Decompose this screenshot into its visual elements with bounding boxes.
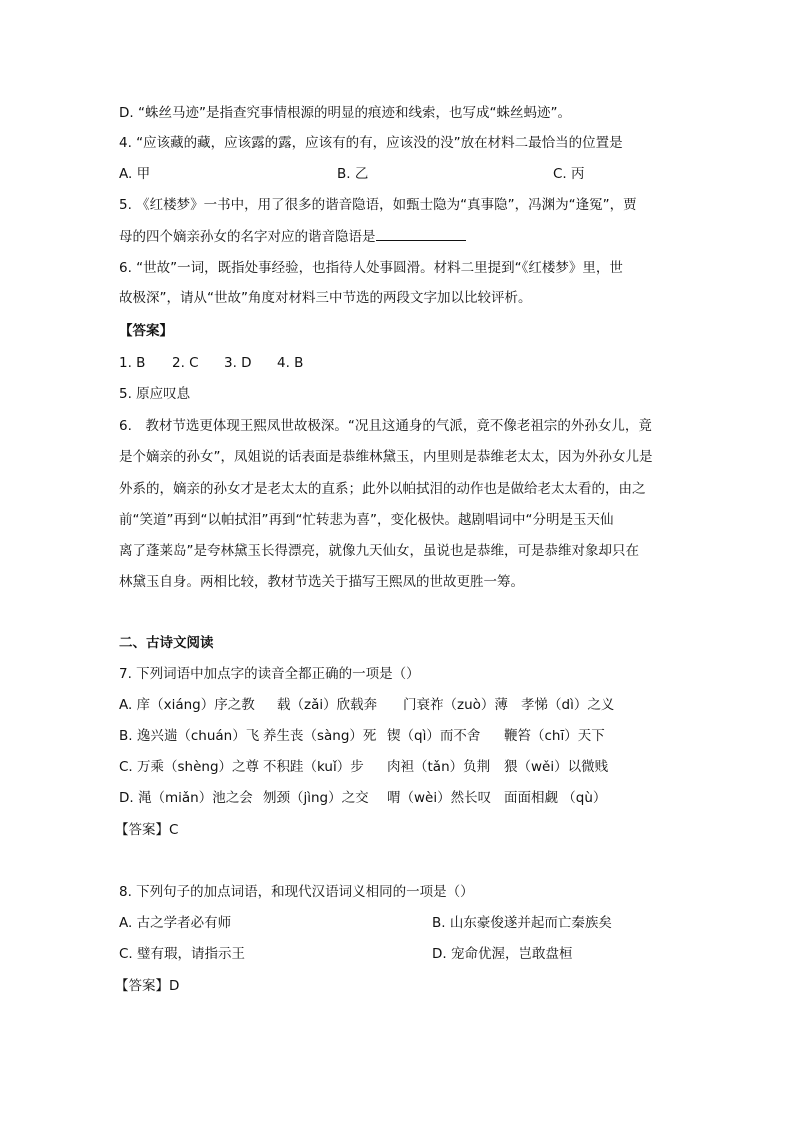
- answer-blank: [376, 227, 466, 241]
- q7-item: 锲（qì）而不舍: [387, 728, 481, 744]
- q7-item: 载（zǎi）欣载奔: [277, 697, 378, 713]
- q7-item: 孝悌（dì）之义: [521, 697, 615, 713]
- q5-line2-text: 母的四个嫡亲孙女的名字对应的谐音隐语是: [119, 229, 376, 245]
- answers-1-4: [119, 354, 419, 372]
- q5-line2: [119, 227, 466, 246]
- q7-row-b: [119, 727, 679, 745]
- q8-option-c: C. 璧有瑕，请指示王: [119, 946, 246, 962]
- q7-item: 肉袒（tǎn）负荆: [387, 759, 491, 775]
- answer-6-line: 前“笑道”再到“以帕拭泪”再到“忙转悲为喜”，变化极快。越剧唱词中“分明是玉天仙: [119, 512, 614, 528]
- q3-option-d: D. “蛛丝马迹”是指查究事情根源的明显的痕迹和线索，也写成“蛛丝蚂迹”。: [119, 105, 571, 121]
- q7-item: 鞭笞（chī）天下: [504, 728, 605, 744]
- q7-item: B. 逸兴遄（chuán）飞: [119, 728, 260, 744]
- q8-answer: 【答案】D: [115, 978, 180, 994]
- answer-3: 3. D: [224, 355, 252, 371]
- q6-line1: 6. “世故”一词，既指处事经验，也指待人处事圆滑。材料二里提到“《红楼梦》里，世: [119, 260, 623, 276]
- answer-6-line: 林黛玉自身。两相比较，教材节选关于描写王熙凤的世故更胜一筹。: [119, 574, 524, 590]
- q4-option-c: C. 丙: [553, 166, 585, 182]
- q4-options: [119, 165, 679, 183]
- q8-option-a: A. 古之学者必有师: [119, 915, 232, 931]
- answer-6-line: 是个嫡亲的孙女”，凤姐说的话表面是恭维林黛玉，内里则是恭维老太太，因为外孙女儿是: [119, 449, 653, 465]
- q7-item: 喟（wèi）然长叹: [387, 790, 492, 806]
- q8-row-2: [119, 945, 679, 963]
- answer-4: 4. B: [277, 355, 304, 371]
- q7-item: 猥（wěi）以微贱: [504, 759, 609, 775]
- q7-row-c: [119, 758, 679, 776]
- q4-option-b: B. 乙: [337, 166, 369, 182]
- answer-6-line: 6. 教材节选更体现王熙凤世故极深。“况且这通身的气派，竟不像老祖宗的外孙女儿，竟: [119, 418, 652, 434]
- q7-item: 不积跬（kuǐ）步: [263, 759, 364, 775]
- q8-row-1: [119, 914, 679, 932]
- q5-line1: 5. 《红楼梦》一书中，用了很多的谐音隐语，如甄士隐为“真事隐”，冯渊为“逢冤”，贾: [119, 197, 637, 213]
- q7-stem: 7. 下列词语中加点字的读音全都正确的一项是（）: [119, 666, 420, 682]
- q7-item: 刎颈（jìng）之交: [263, 790, 369, 806]
- q7-item: A. 庠（xiáng）序之教: [119, 697, 255, 713]
- answer-6-line: 外系的，嫡亲的孙女才是老太太的直系；此外以帕拭泪的动作也是做给老太太看的，由之: [119, 481, 646, 497]
- q8-option-b: B. 山东豪俊遂并起而亡秦族矣: [432, 915, 612, 931]
- q7-row-d: [119, 789, 679, 807]
- q7-answer: 【答案】C: [115, 822, 179, 838]
- q7-item: 面面相觑 （qù）: [504, 790, 607, 806]
- q8-stem: 8. 下列句子的加点词语，和现代汉语词义相同的一项是（）: [119, 884, 474, 900]
- answer-5: 5. 原应叹息: [119, 386, 191, 402]
- answer-1: 1. B: [119, 355, 146, 371]
- answer-2: 2. C: [172, 355, 199, 371]
- answer-header: 【答案】: [119, 323, 173, 339]
- q7-item: 门衰祚（zuò）薄: [403, 697, 508, 713]
- answer-6-line: 离了蓬莱岛”是夸林黛玉长得漂亮，就像九天仙女，虽说也是恭维，可是恭维对象却只在: [119, 543, 639, 559]
- q6-line2: 故极深”，请从“世故”角度对材料三中节选的两段文字加以比较评析。: [119, 290, 532, 306]
- q8-option-d: D. 宠命优渥，岂敢盘桓: [432, 946, 573, 962]
- q7-item: C. 万乘（shèng）之尊: [119, 759, 260, 775]
- section-title: 二、古诗文阅读: [119, 635, 214, 651]
- q7-item: D. 渑（miǎn）池之会: [119, 790, 253, 806]
- q4-stem: 4. “应该藏的藏，应该露的露，应该有的有，应该没的没”放在材料二最恰当的位置是: [119, 135, 623, 151]
- q4-option-a: A. 甲: [119, 166, 151, 182]
- q7-row-a: [119, 696, 679, 714]
- q7-item: 养生丧（sàng）死: [263, 728, 377, 744]
